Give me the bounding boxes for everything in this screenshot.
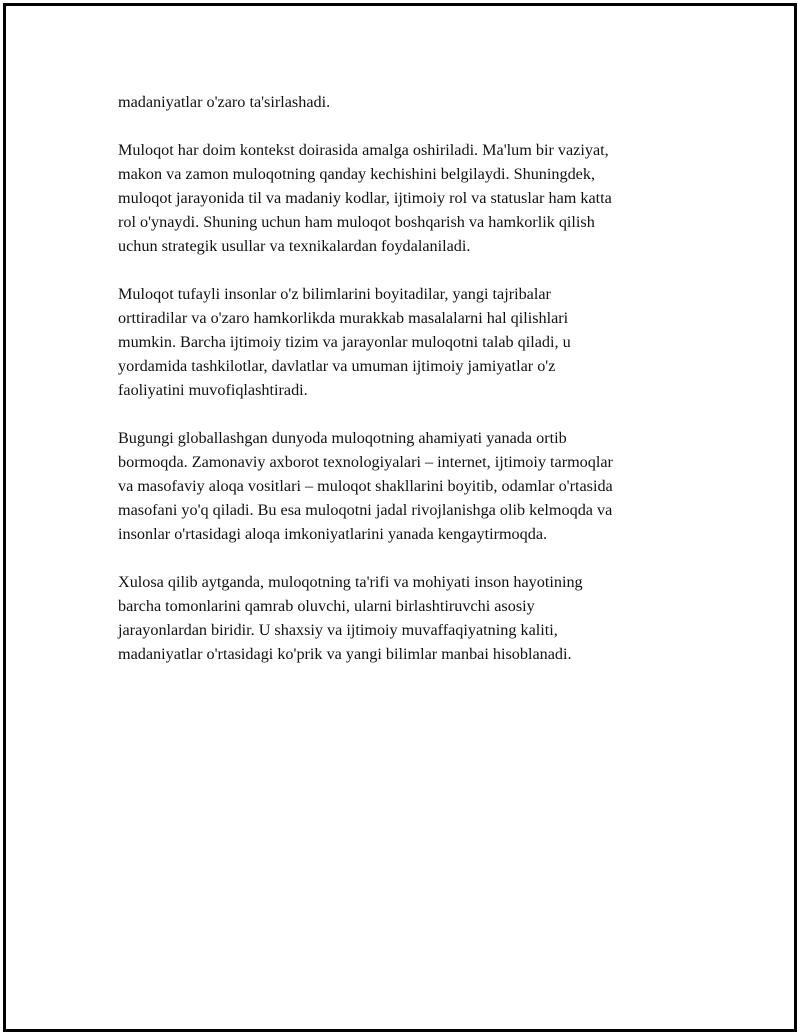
text-line: bormoqda. Zamonaviy axborot texnologiyalari – internet, ijtimoiy tarmoqlar — [118, 453, 613, 471]
text-line: masofani yo'q qiladi. Bu esa muloqotni jadal rivojlanishga olib kelmoqda va — [118, 501, 613, 519]
text-line: jarayonlardan biridir. U shaxsiy va ijtimoiy muvaffaqiyatning kaliti, — [118, 621, 558, 639]
text-line: makon va zamon muloqotning qanday kechishini belgilaydi. Shuningdek, — [118, 165, 596, 183]
text-line: madaniyatlar o'zaro ta'sirlashadi. — [118, 93, 331, 111]
text-line: va masofaviy aloqa vositlari – muloqot shakllarini boyitib, odamlar o'rtasida — [118, 477, 613, 495]
text-line: Muloqot har doim kontekst doirasida amalga oshiriladi. Ma'lum bir vaziyat, — [118, 141, 609, 159]
text-line: madaniyatlar o'rtasidagi ko'prik va yangi bilimlar manbai hisoblanadi. — [118, 645, 572, 663]
paragraph-2 — [118, 138, 688, 258]
text-line: muloqot jarayonida til va madaniy kodlar, ijtimoiy rol va statuslar ham katta — [118, 189, 612, 207]
text-line: orttiradilar va o'zaro hamkorlikda murakkab masalalarni hal qilishlari — [118, 309, 569, 327]
text-line: uchun strategik usullar va texnikalardan foydalaniladi. — [118, 237, 471, 255]
paragraph-5 — [118, 570, 688, 666]
paragraph-4 — [118, 426, 688, 546]
text-line: Bugungi globallashgan dunyoda muloqotning ahamiyati yanada ortib — [118, 429, 567, 447]
paragraph-1 — [118, 90, 688, 114]
text-line: insonlar o'rtasidagi aloqa imkoniyatlarini yanada kengaytirmoqda. — [118, 525, 548, 543]
text-line: rol o'ynaydi. Shuning uchun ham muloqot boshqarish va hamkorlik qilish — [118, 213, 595, 231]
text-line: yordamida tashkilotlar, davlatlar va umuman ijtimoiy jamiyatlar o'z — [118, 357, 556, 375]
text-line: mumkin. Barcha ijtimoiy tizim va jarayonlar muloqotni talab qiladi, u — [118, 333, 571, 351]
paragraph-3 — [118, 282, 688, 402]
text-line: Muloqot tufayli insonlar o'z bilimlarini boyitadilar, yangi tajribalar — [118, 285, 551, 303]
text-line: Xulosa qilib aytganda, muloqotning ta'rifi va mohiyati inson hayotining — [118, 573, 583, 591]
document-body — [118, 90, 688, 690]
text-line: barcha tomonlarini qamrab oluvchi, ularni birlashtiruvchi asosiy — [118, 597, 535, 615]
text-line: faoliyatini muvofiqlashtiradi. — [118, 381, 308, 399]
